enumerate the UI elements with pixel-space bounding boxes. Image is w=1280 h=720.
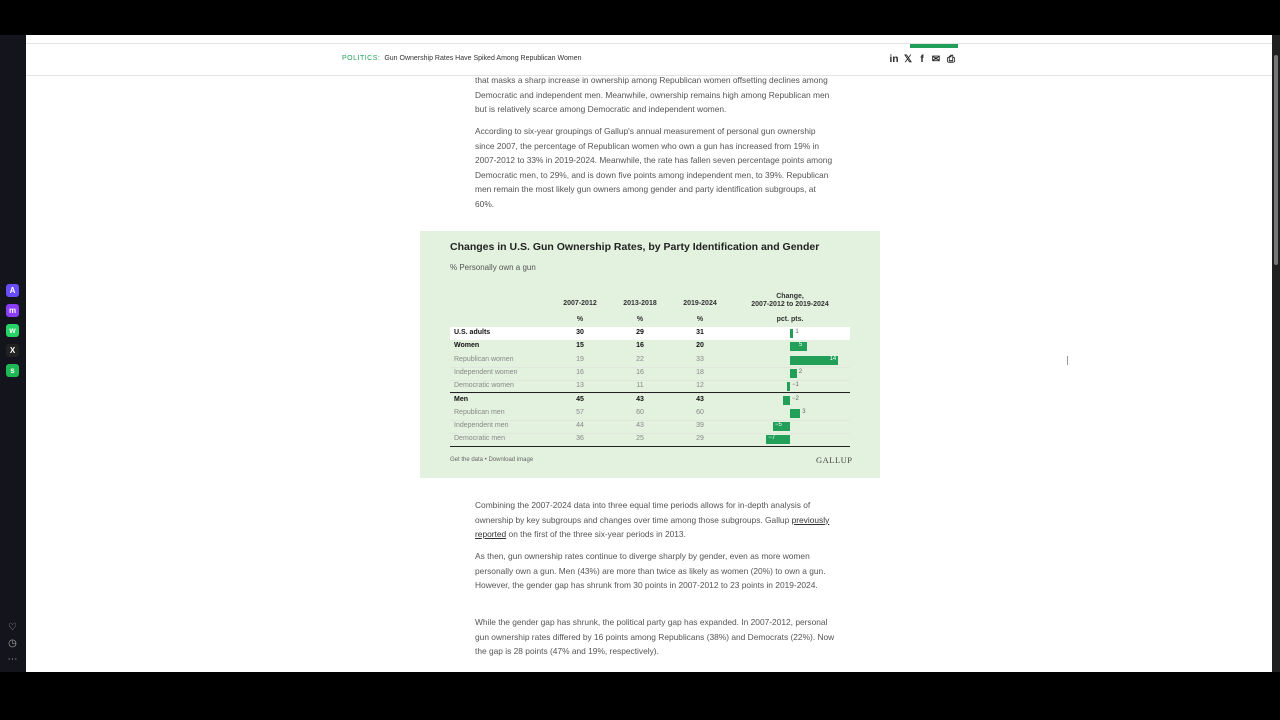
- scrollbar-thumb[interactable]: [1274, 55, 1278, 265]
- gallup-chart: [420, 231, 880, 478]
- row-label: Republican women: [454, 355, 514, 363]
- change-label: −2: [792, 395, 799, 402]
- mouse-cursor: [1067, 356, 1074, 365]
- value-cell: 16: [636, 342, 644, 350]
- row-label: Independent men: [454, 422, 509, 430]
- heart-icon[interactable]: ♡: [8, 622, 17, 633]
- app-sidebar: [0, 35, 26, 672]
- print-icon[interactable]: ⎙: [947, 53, 955, 65]
- table-row: [450, 367, 850, 381]
- value-cell: 22: [636, 355, 644, 363]
- divider-men: [450, 392, 850, 393]
- paragraph-5: While the gender gap has shrunk, the political party gap has expanded. In 2007-2012, personal gun ownership rates differed by 16 points among Republicans (38%) and Democrats (22%). Now the gap is 28 points (47% and 19%, respectively).: [475, 617, 835, 657]
- table-row: [450, 354, 850, 368]
- value-cell: 20: [696, 342, 704, 350]
- facebook-icon[interactable]: f: [920, 53, 924, 65]
- unit-1: %: [576, 316, 584, 323]
- value-cell: 11: [636, 382, 644, 390]
- table-row: [450, 407, 850, 421]
- col-header-3: 2019-2024: [683, 300, 717, 307]
- x-icon[interactable]: X: [6, 344, 19, 357]
- unit-3: %: [696, 316, 704, 323]
- paragraph-3-text-b: on the first of the three six-year periods in 2013.: [506, 529, 686, 540]
- chart-footer-links[interactable]: Get the data • Download image: [450, 457, 534, 463]
- x-icon[interactable]: 𝕏: [903, 53, 913, 65]
- paragraph-2: According to six-year groupings of Gallup's annual measurement of personal gun ownership since 2007, the percentage of Republican women who own a gun has increased from 19% in 2007-2012 to 33% in 2019-2024. Meanwhile, the rate has fallen seven percentage points among Democratic men, to 29%, and is down five points among independent men, to 39%. Republican men remain the most likely gun owners among gender and party identification subgroups, at 60%.: [475, 126, 833, 209]
- col-header-1: 2007-2012: [563, 300, 597, 307]
- value-cell: 45: [576, 395, 584, 403]
- value-cell: 43: [636, 422, 644, 430]
- table-row: [450, 394, 850, 407]
- change-header-line1: Change,: [776, 293, 804, 300]
- change-label: 14: [829, 355, 837, 362]
- more-icon[interactable]: ⋯: [7, 654, 18, 665]
- col-header-2: 2013-2018: [623, 300, 657, 307]
- article-title: Gun Ownership Rates Have Spiked Among Republican Women: [384, 55, 582, 62]
- table-row: [450, 327, 850, 340]
- value-cell: 60: [636, 408, 644, 416]
- paragraph-3: [475, 498, 835, 542]
- change-label: 2: [798, 368, 803, 375]
- scrollbar[interactable]: [1272, 35, 1280, 672]
- value-cell: 43: [696, 395, 704, 403]
- value-cell: 12: [696, 382, 704, 390]
- value-cell: 39: [696, 422, 704, 430]
- web-page: [26, 35, 1272, 672]
- sticky-article-header: [26, 43, 1272, 76]
- value-cell: 25: [636, 435, 644, 443]
- change-label: −7: [768, 435, 776, 442]
- row-label: Independent women: [454, 368, 518, 376]
- value-cell: 43: [636, 395, 644, 403]
- change-bar: [790, 369, 797, 378]
- value-cell: 29: [696, 435, 704, 443]
- table-row: [450, 420, 850, 434]
- value-cell: 33: [696, 355, 704, 363]
- category-link[interactable]: POLITICS:: [342, 55, 381, 62]
- value-cell: 29: [636, 329, 644, 336]
- unit-2: %: [636, 316, 644, 323]
- bottom-black-bar: [0, 672, 1280, 720]
- value-cell: 19: [576, 355, 584, 363]
- whatsapp-icon[interactable]: w: [6, 324, 19, 337]
- paragraph-3-text-a: Combining the 2007-2024 data into three equal time periods allows for in-depth analysis of ownership by key subgroups and changes over time among those subgroups. Gallup: [475, 500, 811, 525]
- value-cell: 60: [696, 408, 704, 416]
- change-label: −5: [775, 422, 782, 429]
- history-icon[interactable]: ◷: [8, 638, 17, 649]
- value-cell: 13: [576, 382, 584, 390]
- value-cell: 15: [576, 342, 584, 350]
- spotify-icon[interactable]: s: [6, 364, 19, 377]
- change-label: 1: [795, 329, 799, 335]
- change-header-line2: 2007-2012 to 2019-2024: [751, 301, 829, 308]
- row-label: Men: [454, 395, 468, 403]
- previously-reported-link[interactable]: previously reported: [475, 514, 830, 540]
- row-label: U.S. adults: [454, 329, 491, 336]
- top-black-bar: [0, 0, 1280, 35]
- row-label: Republican men: [454, 408, 505, 416]
- change-bar: [790, 409, 800, 418]
- messenger-icon[interactable]: m: [6, 304, 19, 317]
- value-cell: 31: [696, 329, 704, 336]
- app-a-icon[interactable]: A: [6, 284, 19, 297]
- change-bar: [783, 396, 790, 405]
- table-row: [450, 340, 850, 353]
- change-label: −1: [792, 382, 799, 389]
- row-label: Democratic men: [454, 435, 505, 443]
- gallup-logo: GALLUP: [816, 455, 853, 465]
- breadcrumb: [342, 55, 582, 62]
- value-cell: 16: [636, 368, 644, 376]
- change-label: 5: [799, 342, 803, 349]
- row-label: Women: [454, 342, 480, 350]
- row-label: Democratic women: [454, 382, 514, 390]
- value-cell: 36: [576, 435, 584, 443]
- paragraph-4: As then, gun ownership rates continue to diverge sharply by gender, even as more women personally own a gun. Men (43%) are more than twice as likely as women (20%) to own a gun. However, the gender gap has shrunk from 30 points in 2007-2012 to 23 points in 2019-2024.: [475, 551, 826, 591]
- change-label: 3: [802, 408, 806, 415]
- active-tab-indicator: [910, 44, 958, 48]
- unit-change: pct. pts.: [776, 316, 804, 323]
- value-cell: 16: [576, 368, 584, 376]
- linkedin-icon[interactable]: in: [889, 53, 899, 65]
- value-cell: 30: [576, 329, 584, 336]
- value-cell: 18: [696, 368, 704, 376]
- value-cell: 44: [576, 422, 584, 430]
- chart-title: Changes in U.S. Gun Ownership Rates, by Party Identification and Gender: [450, 241, 820, 253]
- value-cell: 57: [576, 408, 584, 416]
- chart-subtitle: % Personally own a gun: [450, 263, 536, 272]
- change-bar: [790, 329, 793, 338]
- paragraph-1: that masks a sharp increase in ownership among Republican women offsetting declines among Democratic and independent men. Meanwhile, ownership remains high among Republican men but is relatively scarce among Democratic and independent women.: [475, 75, 830, 115]
- email-icon[interactable]: ✉: [931, 53, 941, 65]
- change-bar: [787, 382, 790, 391]
- divider-bottom: [450, 446, 850, 447]
